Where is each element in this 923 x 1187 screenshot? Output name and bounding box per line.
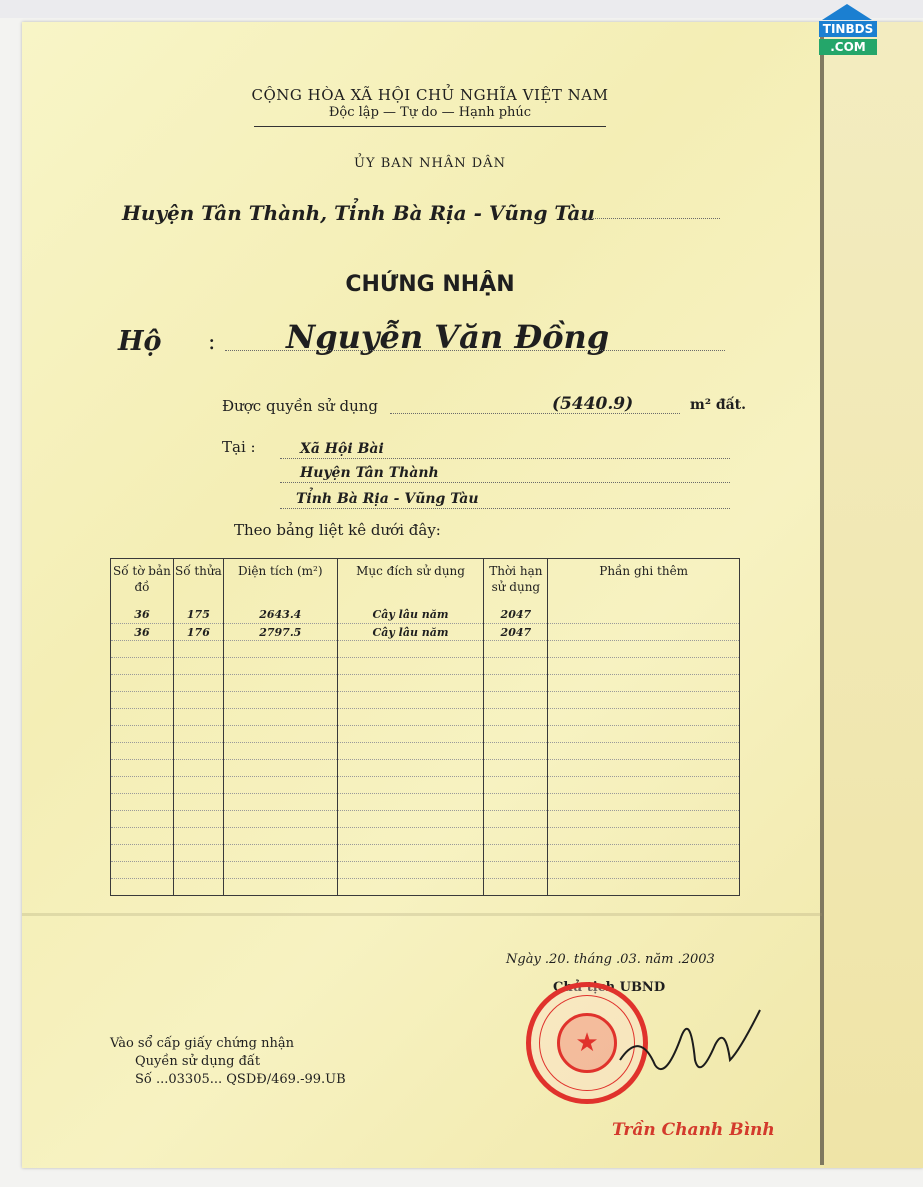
owner-label: Hộ (118, 326, 162, 357)
cell-notes (548, 607, 740, 624)
table-row-empty (111, 709, 740, 726)
table-row-empty (111, 811, 740, 828)
cell-purpose: Cây lâu năm (337, 607, 484, 624)
top-bar (0, 0, 923, 18)
table-row-empty (111, 743, 740, 760)
table-row-empty (111, 794, 740, 811)
paper-fold-line (820, 30, 824, 1165)
col-parcel-no: Số thửa (173, 559, 223, 607)
registry-line-2: Quyền sử dụng đất (135, 1054, 261, 1069)
cell-notes (548, 624, 740, 641)
logo-text-top: TINBDS (819, 21, 877, 37)
national-motto: Độc lập — Tự do — Hạnh phúc (328, 105, 532, 120)
cell-purpose: Cây lâu năm (337, 624, 484, 641)
signature-scribble (600, 990, 770, 1100)
table-row (111, 624, 740, 641)
logo-text-bottom: .COM (819, 39, 877, 55)
owner-colon: : (208, 330, 216, 355)
table-row (111, 607, 740, 624)
signer-title: Chủ tịch UBND (553, 980, 666, 995)
col-term: Thời hạn sử dụng (484, 559, 548, 607)
country-name: CỘNG HÒA XÃ HỘI CHỦ NGHĨA VIỆT NAM (251, 86, 609, 104)
registry-number: Số ...03305... QSDĐ/469.-99.UB (135, 1072, 346, 1087)
signer-name: Trần Chanh Bình (612, 1120, 775, 1140)
table-row-empty (111, 828, 740, 845)
star-icon: ★ (575, 1028, 599, 1058)
table-row-empty (111, 862, 740, 879)
table-row-empty (111, 726, 740, 743)
table-row-empty (111, 879, 740, 896)
paper-right-panel (824, 22, 923, 1168)
committee-name: ỦY BAN NHÂN DÂN (354, 156, 506, 171)
location-dotted-line-1 (280, 458, 730, 459)
certificate-title: CHỨNG NHẬN (345, 272, 515, 297)
cell-map-sheet: 36 (111, 624, 174, 641)
area-dotted-line (390, 413, 680, 414)
location-province: Tỉnh Bà Rịa - Vũng Tàu (296, 491, 479, 507)
location-label: Tại : (222, 438, 256, 456)
table-row-empty (111, 692, 740, 709)
table-row-empty (111, 760, 740, 777)
table-row-empty (111, 845, 740, 862)
cell-term: 2047 (484, 624, 548, 641)
issue-date: Ngày .20. tháng .03. năm .2003 (506, 952, 715, 967)
cell-map-sheet: 36 (111, 607, 174, 624)
district-dotted-line (580, 218, 720, 219)
watermark-logo (814, 4, 880, 62)
header-underline (254, 126, 606, 127)
table-row-empty (111, 641, 740, 658)
cell-area: 2797.5 (223, 624, 337, 641)
location-district: Huyện Tân Thành (300, 465, 439, 481)
cell-term: 2047 (484, 607, 548, 624)
table-row-empty (111, 658, 740, 675)
area-unit: m² đất. (690, 397, 747, 413)
table-row-empty (111, 675, 740, 692)
usage-right-label: Được quyền sử dụng (222, 397, 379, 415)
col-area: Diện tích (m²) (223, 559, 337, 607)
location-dotted-line-2 (280, 482, 730, 483)
table-header-row (111, 559, 740, 607)
location-dotted-line-3 (280, 508, 730, 509)
paper-crease (22, 913, 822, 916)
registry-line-1: Vào sổ cấp giấy chứng nhận (110, 1036, 295, 1051)
house-icon (822, 4, 872, 20)
cell-area: 2643.4 (223, 607, 337, 624)
owner-dotted-line (225, 350, 725, 351)
cell-parcel-no: 176 (173, 624, 223, 641)
col-purpose: Mục đích sử dụng (337, 559, 484, 607)
district-name: Huyện Tân Thành, Tỉnh Bà Rịa - Vũng Tàu (122, 201, 595, 225)
area-value: (5440.9) (552, 394, 634, 414)
table-intro: Theo bảng liệt kê dưới đây: (234, 521, 441, 539)
owner-name: Nguyễn Văn Đồng (286, 318, 610, 356)
cell-parcel-no: 175 (173, 607, 223, 624)
table-row-empty (111, 777, 740, 794)
location-commune: Xã Hội Bài (300, 441, 384, 457)
land-parcel-table (110, 558, 740, 896)
col-notes: Phần ghi thêm (548, 559, 740, 607)
col-map-sheet: Số tờ bản đồ (111, 559, 174, 607)
